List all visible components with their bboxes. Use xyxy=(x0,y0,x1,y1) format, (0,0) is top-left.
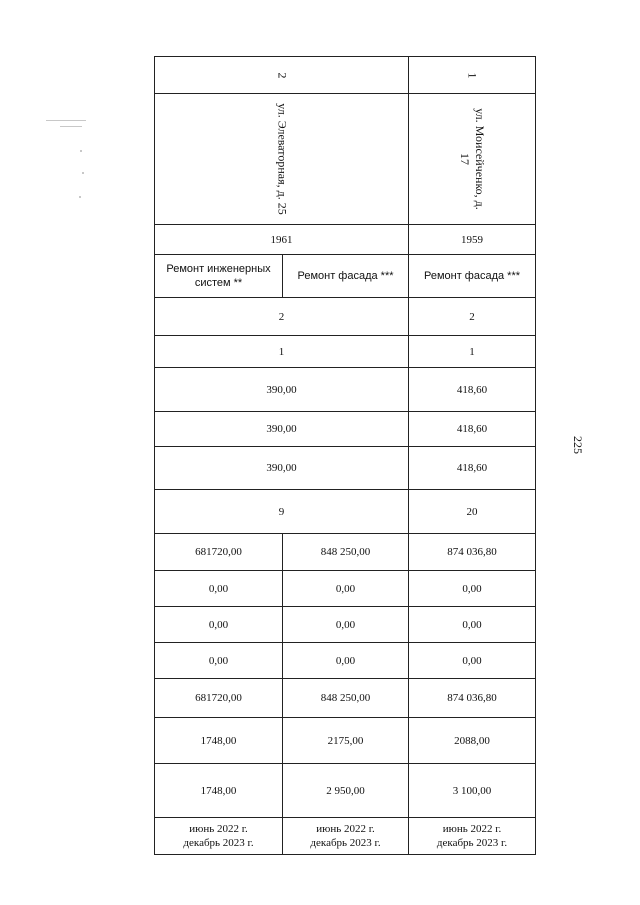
cost-cell: 0,00 xyxy=(283,571,409,607)
table-row xyxy=(155,225,536,255)
cost-cell: 0,00 xyxy=(155,571,283,607)
table-row xyxy=(155,643,536,679)
cost-cell: 0,00 xyxy=(283,643,409,679)
address-elevatornaya: ул. Элеваторная, д. 25 xyxy=(275,103,289,215)
area-cell: 418,60 xyxy=(409,368,536,412)
period-cell: июнь 2022 г. декабрь 2023 г. xyxy=(409,818,536,855)
table-row xyxy=(155,447,536,490)
table-row xyxy=(155,298,536,336)
area-cell: 390,00 xyxy=(155,447,409,490)
row-index-2: 2 xyxy=(275,72,289,78)
scan-artifact xyxy=(60,126,82,127)
floors-cell: 2 xyxy=(409,298,536,336)
year-cell: 1961 xyxy=(155,225,409,255)
table-row xyxy=(155,718,536,764)
scan-artifact xyxy=(79,196,81,198)
cost-cell: 0,00 xyxy=(409,571,536,607)
table-row xyxy=(155,255,536,298)
table-row xyxy=(155,571,536,607)
cost-cell: 681720,00 xyxy=(155,534,283,571)
entrances-cell: 1 xyxy=(155,336,409,368)
cost-cell: 0,00 xyxy=(409,643,536,679)
table-row xyxy=(155,818,536,855)
cost-cell: 848 250,00 xyxy=(283,534,409,571)
cost-cell: 0,00 xyxy=(155,643,283,679)
table-row xyxy=(155,412,536,447)
table-row xyxy=(155,336,536,368)
work-type-facade: Ремонт фасада *** xyxy=(283,255,409,298)
address-cell xyxy=(155,94,409,225)
housing-table xyxy=(154,56,536,855)
cost-cell: 0,00 xyxy=(409,607,536,643)
period-cell: июнь 2022 г. декабрь 2023 г. xyxy=(283,818,409,855)
unit-cost-cell: 1748,00 xyxy=(155,718,283,764)
area-cell: 418,60 xyxy=(409,447,536,490)
unit-cost-cell: 2088,00 xyxy=(409,718,536,764)
unit-cost-cell: 2175,00 xyxy=(283,718,409,764)
cost-cell: 0,00 xyxy=(283,607,409,643)
table-row xyxy=(155,534,536,571)
limit-cost-cell: 2 950,00 xyxy=(283,764,409,818)
scan-artifact xyxy=(82,172,84,174)
table-row xyxy=(155,368,536,412)
table-row xyxy=(155,57,536,94)
work-type-engineering: Ремонт инженерных систем ** xyxy=(155,255,283,298)
residents-cell: 9 xyxy=(155,490,409,534)
page-number: 225 xyxy=(571,436,585,454)
limit-cost-cell: 1748,00 xyxy=(155,764,283,818)
table-row xyxy=(155,764,536,818)
scan-artifact xyxy=(80,150,82,152)
cost-cell: 874 036,80 xyxy=(409,534,536,571)
row-index-1: 1 xyxy=(465,72,480,78)
cost-cell: 848 250,00 xyxy=(283,679,409,718)
area-cell: 390,00 xyxy=(155,412,409,447)
scan-artifact xyxy=(46,120,86,121)
table-row xyxy=(155,607,536,643)
cost-cell: 681720,00 xyxy=(155,679,283,718)
row-index-cell xyxy=(155,57,409,94)
area-cell: 418,60 xyxy=(409,412,536,447)
address-cell xyxy=(409,94,536,225)
residents-cell: 20 xyxy=(409,490,536,534)
table-row xyxy=(155,94,536,225)
table-row xyxy=(155,490,536,534)
entrances-cell: 1 xyxy=(409,336,536,368)
year-cell: 1959 xyxy=(409,225,536,255)
row-index-cell xyxy=(409,57,536,94)
table-row xyxy=(155,679,536,718)
period-cell: июнь 2022 г. декабрь 2023 г. xyxy=(155,818,283,855)
work-type-facade: Ремонт фасада *** xyxy=(409,255,536,298)
cost-cell: 874 036,80 xyxy=(409,679,536,718)
cost-cell: 0,00 xyxy=(155,607,283,643)
area-cell: 390,00 xyxy=(155,368,409,412)
floors-cell: 2 xyxy=(155,298,409,336)
limit-cost-cell: 3 100,00 xyxy=(409,764,536,818)
address-moiseychenko: ул. Моисейченко, д. 17 xyxy=(458,108,487,210)
